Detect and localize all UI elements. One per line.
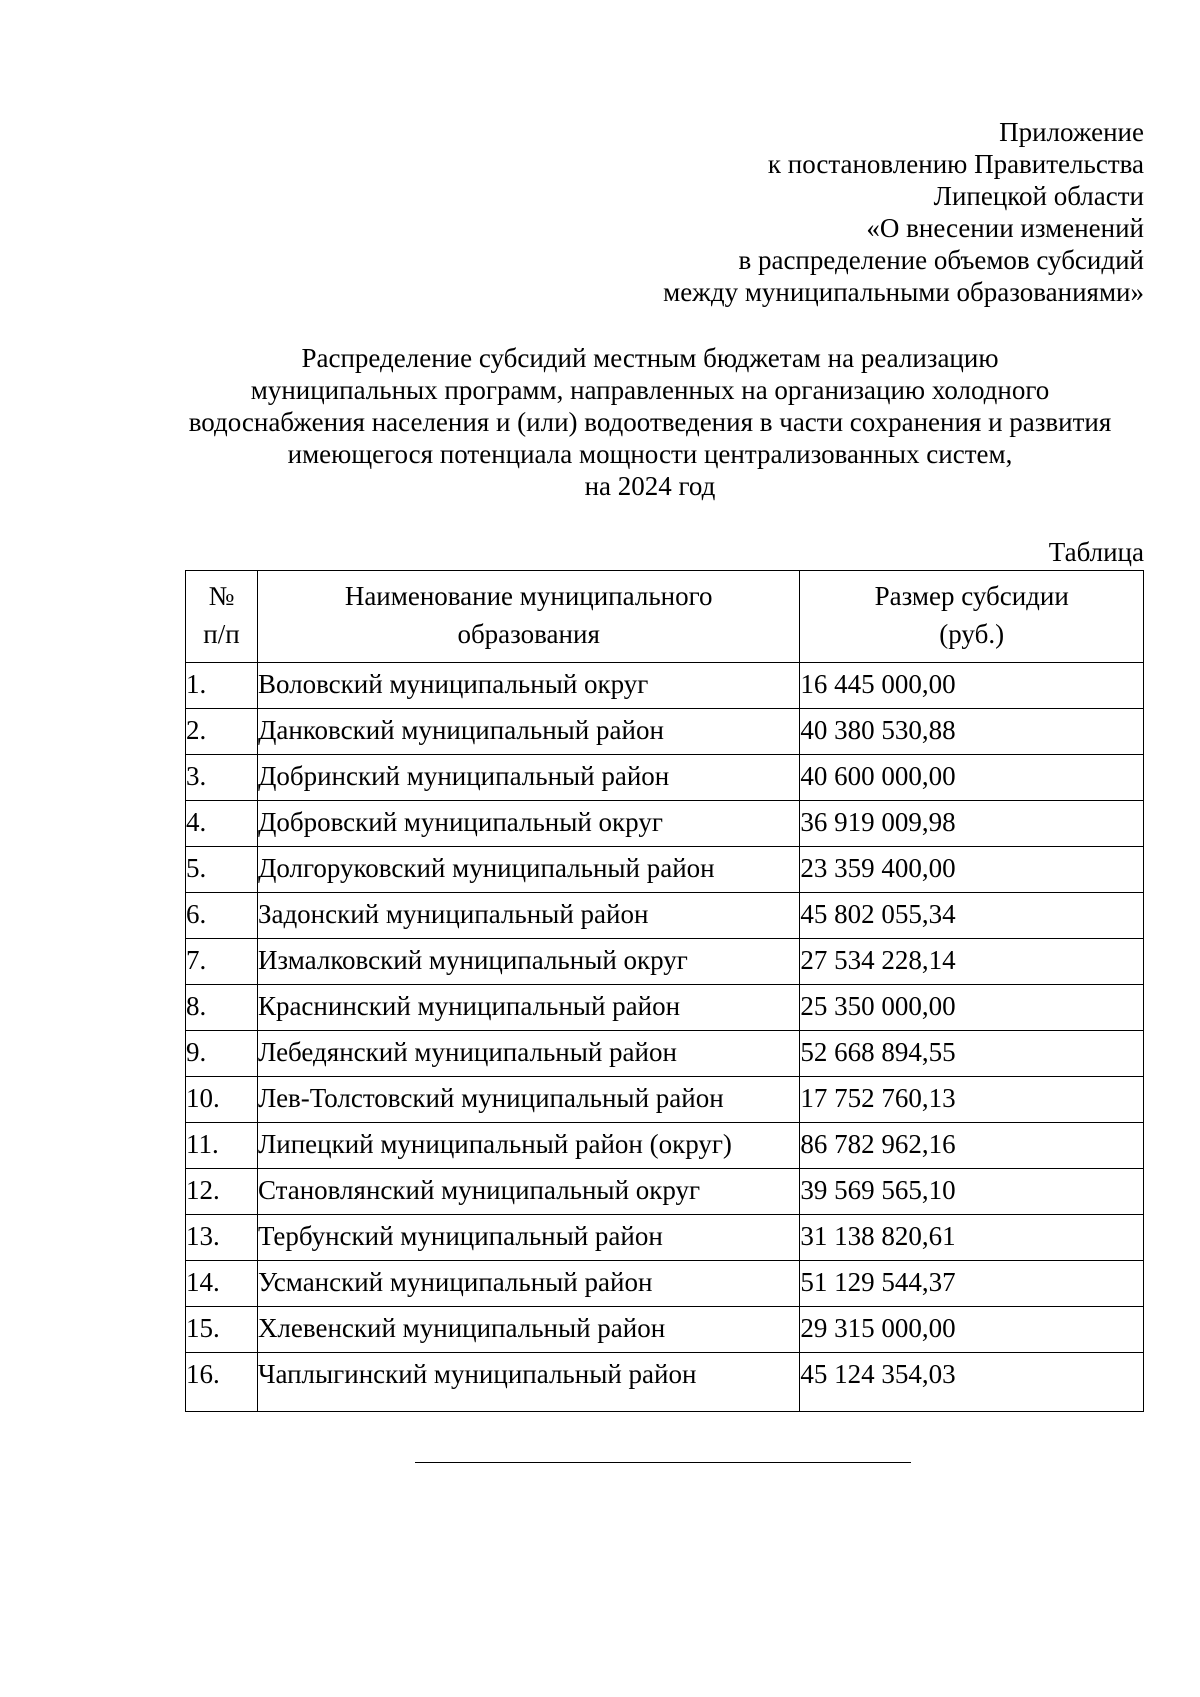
row-amount: 29 315 000,00	[800, 1307, 1144, 1353]
table-row	[186, 801, 1144, 847]
table-row	[186, 709, 1144, 755]
row-municipality: Воловский муниципальный округ	[257, 663, 799, 709]
row-municipality: Краснинский муниципальный район	[257, 985, 799, 1031]
row-amount: 25 350 000,00	[800, 985, 1144, 1031]
row-municipality: Усманский муниципальный район	[257, 1261, 799, 1307]
row-number: 4.	[186, 801, 258, 847]
table-row	[186, 1353, 1144, 1412]
header-number-line1: №	[208, 581, 235, 611]
row-amount: 16 445 000,00	[800, 663, 1144, 709]
table-row	[186, 1261, 1144, 1307]
row-municipality: Добринский муниципальный район	[257, 755, 799, 801]
row-amount: 31 138 820,61	[800, 1215, 1144, 1261]
appendix-line: «О внесении изменений	[866, 213, 1144, 243]
row-number: 1.	[186, 663, 258, 709]
title-line: имеющегося потенциала мощности централизованных систем,	[287, 439, 1013, 469]
row-number: 10.	[186, 1077, 258, 1123]
table-row	[186, 1307, 1144, 1353]
table-row	[186, 939, 1144, 985]
header-amount	[800, 571, 1144, 663]
row-number: 5.	[186, 847, 258, 893]
table-row	[186, 1077, 1144, 1123]
row-number: 11.	[186, 1123, 258, 1169]
table-row	[186, 663, 1144, 709]
table-row	[186, 985, 1144, 1031]
header-number-line2: п/п	[203, 619, 240, 649]
table-row	[186, 1031, 1144, 1077]
row-number: 3.	[186, 755, 258, 801]
table-row	[186, 847, 1144, 893]
row-number: 12.	[186, 1169, 258, 1215]
title-line: водоснабжения населения и (или) водоотведения в части сохранения и развития	[188, 407, 1112, 437]
row-number: 7.	[186, 939, 258, 985]
row-amount: 23 359 400,00	[800, 847, 1144, 893]
row-amount: 39 569 565,10	[800, 1169, 1144, 1215]
row-number: 13.	[186, 1215, 258, 1261]
row-amount: 27 534 228,14	[800, 939, 1144, 985]
row-municipality: Задонский муниципальный район	[257, 893, 799, 939]
closing-divider	[415, 1462, 911, 1463]
row-number: 16.	[186, 1353, 258, 1412]
row-amount: 36 919 009,98	[800, 801, 1144, 847]
row-amount: 17 752 760,13	[800, 1077, 1144, 1123]
header-number	[186, 571, 258, 663]
header-name-line2: образования	[457, 619, 600, 649]
row-municipality: Чаплыгинский муниципальный район	[257, 1353, 799, 1412]
header-amount-line1: Размер субсидии	[874, 581, 1069, 611]
row-municipality: Хлевенский муниципальный район	[257, 1307, 799, 1353]
row-municipality: Лев-Толстовский муниципальный район	[257, 1077, 799, 1123]
row-amount: 45 124 354,03	[800, 1353, 1144, 1412]
row-number: 9.	[186, 1031, 258, 1077]
row-municipality: Данковский муниципальный район	[257, 709, 799, 755]
table-row	[186, 755, 1144, 801]
table-row	[186, 1169, 1144, 1215]
appendix-line: к постановлению Правительства	[767, 149, 1144, 179]
header-name-line1: Наименование муниципального	[344, 581, 713, 611]
row-amount: 86 782 962,16	[800, 1123, 1144, 1169]
row-municipality: Становлянский муниципальный округ	[257, 1169, 799, 1215]
row-number: 15.	[186, 1307, 258, 1353]
appendix-line: в распределение объемов субсидий	[738, 245, 1144, 275]
table-row	[186, 1215, 1144, 1261]
row-amount: 45 802 055,34	[800, 893, 1144, 939]
row-municipality: Липецкий муниципальный район (округ)	[257, 1123, 799, 1169]
header-name	[257, 571, 799, 663]
row-amount: 52 668 894,55	[800, 1031, 1144, 1077]
row-municipality: Лебедянский муниципальный район	[257, 1031, 799, 1077]
table-row	[186, 1123, 1144, 1169]
row-amount: 51 129 544,37	[800, 1261, 1144, 1307]
title-line: на 2024 год	[584, 471, 716, 501]
table-row	[186, 893, 1144, 939]
row-municipality: Измалковский муниципальный округ	[257, 939, 799, 985]
row-municipality: Долгоруковский муниципальный район	[257, 847, 799, 893]
row-amount: 40 600 000,00	[800, 755, 1144, 801]
row-number: 8.	[186, 985, 258, 1031]
title-line: муниципальных программ, направленных на организацию холодного	[250, 375, 1050, 405]
header-amount-line2: (руб.)	[939, 619, 1005, 649]
appendix-line: между муниципальными образованиями»	[663, 277, 1144, 307]
row-municipality: Добровский муниципальный округ	[257, 801, 799, 847]
table-header-row	[186, 571, 1144, 663]
appendix-line: Приложение	[999, 117, 1144, 147]
row-number: 14.	[186, 1261, 258, 1307]
subsidies-table	[185, 570, 1144, 1412]
appendix-line: Липецкой области	[933, 181, 1144, 211]
row-municipality: Тербунский муниципальный район	[257, 1215, 799, 1261]
row-number: 2.	[186, 709, 258, 755]
row-amount: 40 380 530,88	[800, 709, 1144, 755]
appendix-block	[444, 116, 1144, 308]
title-line: Распределение субсидий местным бюджетам на реализацию	[301, 343, 999, 373]
document-title	[150, 342, 1150, 502]
row-number: 6.	[186, 893, 258, 939]
table-caption: Таблица	[1048, 537, 1144, 567]
